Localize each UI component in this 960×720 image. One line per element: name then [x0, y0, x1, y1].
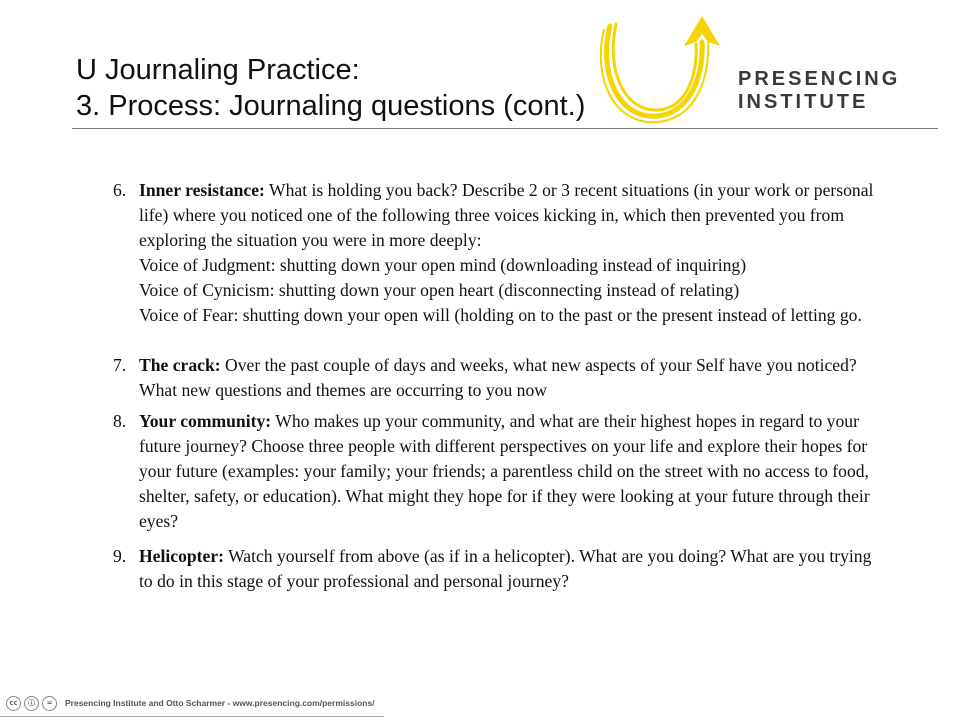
title-line-1: U Journaling Practice: [76, 54, 360, 86]
question-number: 9. [113, 546, 127, 566]
title-line-2: 3. Process: Journaling questions (cont.) [76, 90, 586, 122]
question-lead: Helicopter: [139, 546, 224, 566]
logo-line-2: INSTITUTE [738, 91, 869, 113]
voice-line: Voice of Fear: shutting down your open will (holding on to the past or the present instead of letting go. [139, 305, 862, 325]
question-text: Over the past couple of days and weeks, what new aspects of your Self have you noticed? What new questions and themes are occurring to you now [139, 355, 857, 400]
question-item [113, 353, 883, 403]
footer-divider [0, 716, 384, 717]
page-title [76, 52, 585, 124]
question-number: 6. [113, 180, 127, 200]
footer-credit: Presencing Institute and Otto Scharmer - www.presencing.com/permissions/ [65, 698, 375, 708]
question-lead: Inner resistance: [139, 180, 265, 200]
question-lead: The crack: [139, 355, 221, 375]
question-item [113, 544, 883, 594]
attribution-icon: ⓘ [24, 696, 39, 711]
voice-line: Voice of Judgment: shutting down your open mind (downloading instead of inquiring) [139, 255, 747, 275]
question-lead: Your community: [139, 411, 272, 431]
questions-list [113, 178, 883, 594]
logo-wordmark [738, 68, 900, 114]
no-derivatives-icon: = [42, 696, 57, 711]
header-divider [72, 128, 938, 129]
footer [0, 690, 400, 716]
question-text: Who makes up your community, and what are their highest hopes in regard to your future journey? Choose three people with different perspectives on your life and explore their hopes for your future (examples: your family; your friends; a parentless child on the street with no access to food, shelter, safety, or education). What might they hope for if they were looking at your future through their eyes? [139, 411, 870, 531]
cc-icon: cc [6, 696, 21, 711]
logo-line-1: PRESENCING [738, 68, 901, 90]
u-arrow-icon [588, 12, 748, 132]
license-icons [6, 696, 57, 711]
question-text: What is holding you back? Describe 2 or 3 recent situations (in your work or personal life) where you noticed one of the following three voices kicking in, which then prevented you from exploring the situation you were in more deeply: [139, 180, 874, 250]
question-number: 8. [113, 411, 127, 431]
question-number: 7. [113, 355, 127, 375]
question-item [113, 409, 883, 534]
question-text: Watch yourself from above (as if in a helicopter). What are you doing? What are you trying to do in this stage of your professional and personal journey? [139, 546, 872, 591]
question-item [113, 178, 883, 328]
voice-line: Voice of Cynicism: shutting down your open heart (disconnecting instead of relating) [139, 280, 740, 300]
